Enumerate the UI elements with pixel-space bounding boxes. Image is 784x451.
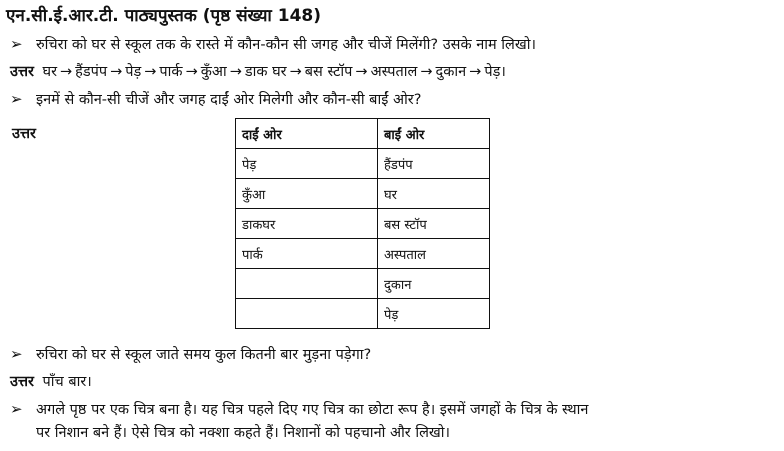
right-cell xyxy=(236,299,378,329)
right-arrow-icon: → xyxy=(355,64,368,80)
right-arrow-icon: → xyxy=(60,64,73,80)
answer-3 xyxy=(10,372,92,392)
route-stop: पार्क xyxy=(159,64,183,80)
route-stop: हैंडपंप xyxy=(75,64,108,80)
question-4-continued xyxy=(36,423,450,443)
right-cell xyxy=(236,269,378,299)
answer-1-label: उत्तर xyxy=(10,64,34,80)
route-stop: बस स्टॉप xyxy=(304,64,353,80)
header-right-side: दाईं ओर xyxy=(236,119,378,149)
table-row xyxy=(236,179,490,209)
route-stop: कुँआ xyxy=(200,64,227,80)
bullet-arrow-icon: ➢ xyxy=(10,345,23,363)
table-row xyxy=(236,269,490,299)
route-stop: पेड़ xyxy=(125,64,142,80)
answer-2-label: उत्तर xyxy=(12,126,36,142)
right-cell: पार्क xyxy=(236,239,378,269)
table-header-row xyxy=(236,119,490,149)
route-sequence xyxy=(43,64,506,80)
direction-table xyxy=(235,118,490,329)
question-2-text: इनमें से कौन-सी चीजें और जगह दाईं ओर मिलेगी और कौन-सी बाईं ओर? xyxy=(36,92,422,108)
question-1 xyxy=(10,34,536,55)
left-cell: हैंडपंप xyxy=(378,149,490,179)
table-row xyxy=(236,239,490,269)
right-arrow-icon: → xyxy=(185,64,198,80)
answer-3-label: उत्तर xyxy=(10,374,34,390)
right-arrow-icon: → xyxy=(289,64,302,80)
route-stop: पेड़। xyxy=(484,64,506,80)
answer-3-text: पाँच बार। xyxy=(42,374,92,390)
question-4-text-line-2: पर निशान बने हैं। ऐसे चित्र को नक्शा कहते हैं। निशानों को पहचानो और लिखो। xyxy=(36,425,451,441)
left-cell: दुकान xyxy=(378,269,490,299)
question-3 xyxy=(10,344,371,365)
table-row xyxy=(236,209,490,239)
bullet-arrow-icon: ➢ xyxy=(10,35,23,53)
page-heading: एन.सी.ई.आर.टी. पाठ्यपुस्तक (पृष्ठ संख्या 148) xyxy=(6,6,322,26)
route-stop: डाक घर xyxy=(244,64,287,80)
left-cell: पेड़ xyxy=(378,299,490,329)
right-cell: कुँआ xyxy=(236,179,378,209)
right-arrow-icon: → xyxy=(144,64,157,80)
route-stop: अस्पताल xyxy=(370,64,418,80)
header-left-side: बाईं ओर xyxy=(378,119,490,149)
bullet-arrow-icon: ➢ xyxy=(10,90,23,108)
route-stop: दुकान xyxy=(435,64,467,80)
left-cell: बस स्टॉप xyxy=(378,209,490,239)
question-2 xyxy=(10,89,421,110)
route-stop: घर xyxy=(42,64,58,80)
question-1-text: रुचिरा को घर से स्कूल तक के रास्ते में कौन-कौन सी जगह और चीजें मिलेंगी? उसके नाम लिखो। xyxy=(36,37,536,53)
right-arrow-icon: → xyxy=(469,64,482,80)
right-cell: पेड़ xyxy=(236,149,378,179)
table-row xyxy=(236,299,490,329)
answer-1 xyxy=(10,62,506,82)
question-3-text: रुचिरा को घर से स्कूल जाते समय कुल कितनी बार मुड़ना पड़ेगा? xyxy=(36,347,372,363)
question-4-text-line-1: अगले पृष्ठ पर एक चित्र बना है। यह चित्र पहले दिए गए चित्र का छोटा रूप है। इसमें जगहों के चित्र के स्थान xyxy=(36,402,589,418)
question-4 xyxy=(10,399,588,420)
right-arrow-icon: → xyxy=(229,64,242,80)
bullet-arrow-icon: ➢ xyxy=(10,400,23,418)
table-row xyxy=(236,149,490,179)
right-arrow-icon: → xyxy=(420,64,433,80)
right-arrow-icon: → xyxy=(110,64,123,80)
left-cell: अस्पताल xyxy=(378,239,490,269)
left-cell: घर xyxy=(378,179,490,209)
right-cell: डाकघर xyxy=(236,209,378,239)
